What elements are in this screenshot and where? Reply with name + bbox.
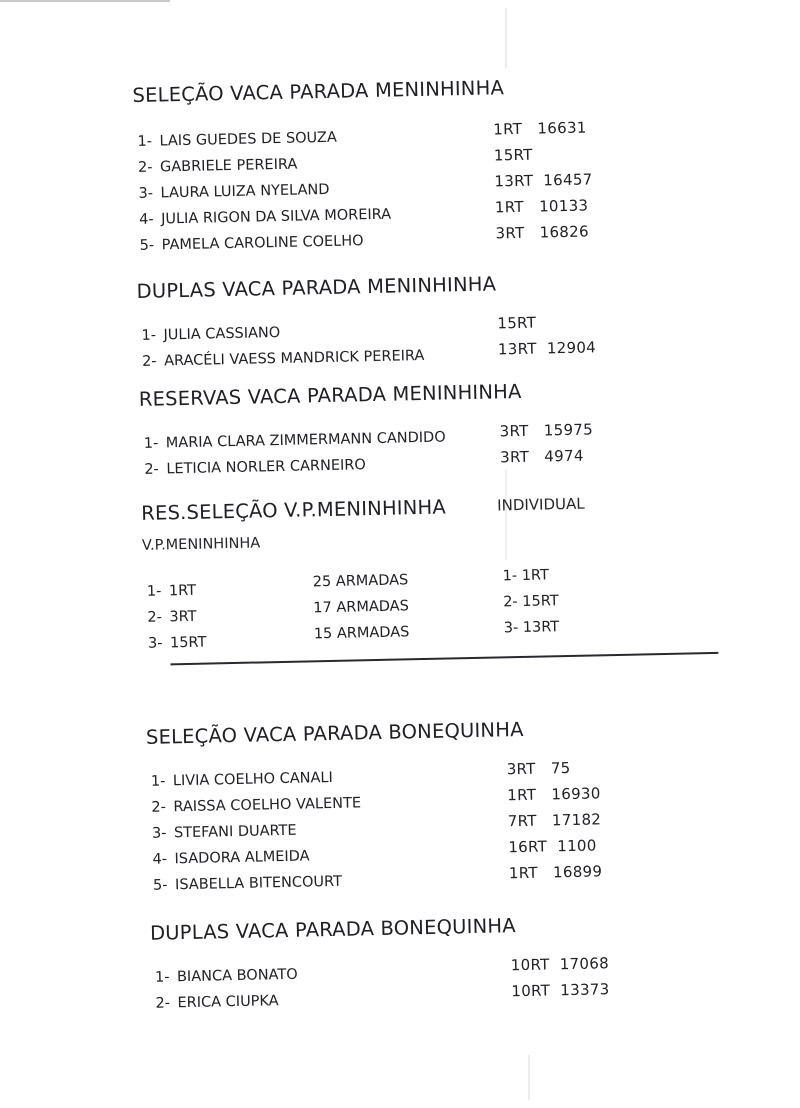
competitor-name: JULIA RIGON DA SILVA MOREIRA	[160, 206, 392, 228]
bleed-through-ghost-middle	[505, 470, 577, 560]
competitor-code: 3RT 75	[506, 758, 571, 779]
item-number: 5-	[139, 237, 155, 254]
competitor-code: 3RT 15975	[499, 420, 594, 441]
section-subheading: V.P.MENINHINHA	[141, 535, 261, 554]
team-code: 3RT	[169, 608, 197, 626]
item-number: 1-	[137, 133, 153, 150]
item-number: 1-	[150, 773, 166, 790]
competitor-code: 13RT 12904	[497, 338, 597, 359]
armadas-count: 25 ARMADAS	[312, 572, 409, 591]
item-number: 3-	[147, 635, 163, 652]
competitor-code: 1RT 16631	[493, 118, 587, 139]
competitor-name: RAISSA COELHO VALENTE	[173, 795, 362, 816]
section-heading: RES.SELEÇÃO V.P.MENINHINHA	[141, 495, 447, 525]
section-selecao-bonequinha	[145, 713, 766, 894]
item-number: 1-	[154, 969, 170, 986]
competitor-code: 16RT 1100	[508, 836, 597, 857]
competitor-code: 13RT 16457	[494, 170, 593, 191]
item-number: 4-	[138, 211, 154, 228]
armadas-count: 15 ARMADAS	[313, 624, 410, 643]
competitor-code: 15RT	[493, 145, 533, 165]
competitor-code: 15RT	[497, 313, 537, 333]
section-heading: DUPLAS VACA PARADA BONEQUINHA	[149, 914, 516, 945]
competitor-name: MARIA CLARA ZIMMERMANN CANDIDO	[165, 429, 446, 452]
competitor-code: 3RT 4974	[500, 446, 584, 467]
bleed-through-ghost-top	[505, 8, 557, 68]
competitor-code: 10RT 13373	[511, 980, 610, 1001]
individual-rank: 3- 13RT	[503, 619, 560, 637]
section-selecao-menininha	[132, 71, 752, 254]
individual-rank: 2- 15RT	[503, 593, 559, 611]
section-heading: DUPLAS VACA PARADA MENINHINHA	[136, 272, 497, 303]
scan-edge-line	[0, 0, 170, 2]
item-number: 1-	[141, 327, 157, 344]
item-number: 2-	[144, 461, 160, 478]
competitor-code: 1RT 10133	[494, 196, 589, 217]
item-number: 3-	[138, 185, 154, 202]
item-number: 3-	[151, 825, 167, 842]
document-body	[132, 57, 752, 1012]
competitor-code: 7RT 17182	[507, 810, 602, 831]
team-code: 15RT	[169, 634, 207, 652]
competitor-name: LETICIA NORLER CARNEIRO	[166, 457, 366, 478]
competitor-name: STEFANI DUARTE	[173, 822, 297, 842]
competitor-name: ISADORA ALMEIDA	[174, 848, 310, 868]
competitor-code: 1RT 16899	[508, 862, 603, 883]
competitor-code: 3RT 16826	[495, 222, 590, 243]
competitor-name: GABRIELE PEREIRA	[159, 156, 298, 176]
section-heading: SELEÇÃO VACA PARADA BONEQUINHA	[145, 717, 524, 749]
competitor-name: BIANCA BONATO	[176, 966, 298, 986]
section-heading: RESERVAS VACA PARADA MENINHINHA	[138, 379, 522, 411]
section-res-selecao-menininha	[141, 489, 761, 652]
competitor-name: PAMELA CAROLINE COELHO	[161, 233, 364, 254]
competitor-name: LIVIA COELHO CANALI	[172, 769, 333, 790]
item-number: 5-	[152, 877, 168, 894]
competitor-name: JULIA CASSIANO	[163, 324, 281, 344]
item-number: 1-	[143, 435, 159, 452]
item-number: 2-	[151, 799, 167, 816]
team-code: 1RT	[168, 582, 197, 600]
section-heading: SELEÇÃO VACA PARADA MENINHINHA	[132, 76, 505, 107]
item-number: 2-	[137, 159, 153, 176]
bleed-through-ghost-bottom	[528, 1055, 590, 1100]
item-number: 2-	[147, 609, 163, 626]
competitor-name: ISABELLA BITENCOURT	[174, 873, 343, 894]
armadas-count: 17 ARMADAS	[313, 598, 409, 617]
section-reservas-menininha	[138, 375, 759, 478]
competitor-name: ERICA CIUPKA	[177, 993, 279, 1012]
item-number: 2-	[141, 353, 157, 370]
competitor-code: 10RT 17068	[510, 954, 610, 975]
competitor-code: 1RT 16930	[507, 784, 601, 805]
item-number: 1-	[146, 583, 162, 600]
individual-label: INDIVIDUAL	[497, 494, 585, 515]
competitor-name: LAURA LUIZA NYELAND	[160, 181, 330, 202]
section-duplas-bonequinha	[149, 909, 770, 1012]
competitor-name: ARACÉLI VAESS MANDRICK PEREIRA	[163, 347, 425, 370]
item-number: 2-	[155, 995, 171, 1012]
competitor-name: LAIS GUEDES DE SOUZA	[159, 129, 337, 150]
item-number: 4-	[152, 851, 168, 868]
individual-rank: 1- 1RT	[502, 567, 550, 585]
section-duplas-menininha	[136, 267, 756, 370]
